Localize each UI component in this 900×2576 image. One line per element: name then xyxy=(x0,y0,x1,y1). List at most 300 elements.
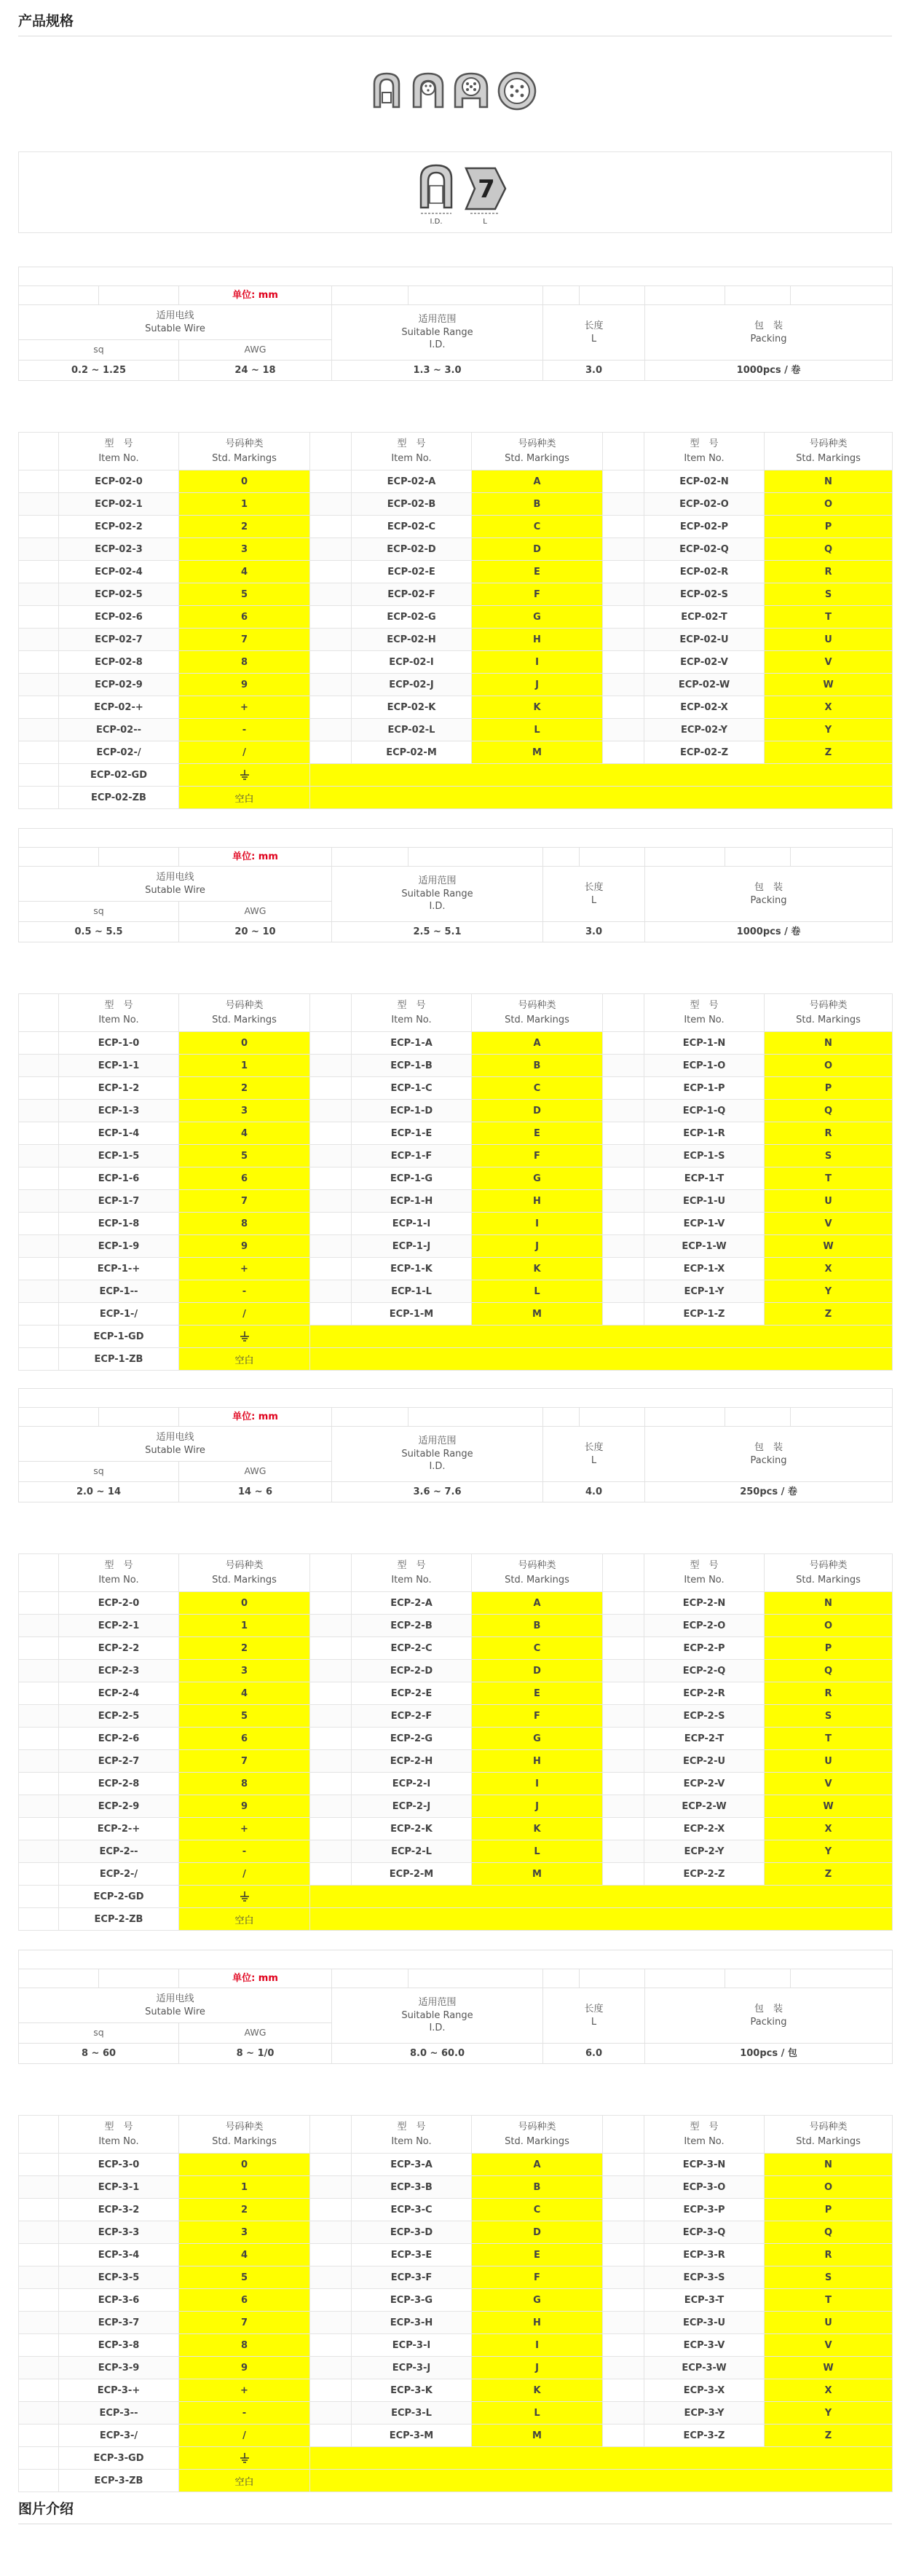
awg-header: AWG xyxy=(179,2023,332,2044)
item-no-cell: ECP-2-H xyxy=(352,1750,472,1773)
marking-cell: 5 xyxy=(179,1145,310,1167)
item-no-cell: ECP-1-P xyxy=(644,1077,765,1100)
marking-cell: 6 xyxy=(179,2289,310,2312)
item-no-cell: ECP-2-0 xyxy=(59,1592,179,1615)
spacer-cell xyxy=(19,1637,59,1660)
marker-medium-icon xyxy=(410,71,446,111)
table-row xyxy=(19,2425,893,2447)
spacer-cell xyxy=(310,741,352,764)
spacer-cell xyxy=(19,1167,59,1190)
marking-cell: 3 xyxy=(179,538,310,561)
marking-cell: J xyxy=(472,2357,603,2379)
item-no-header xyxy=(352,433,472,470)
label-l: L xyxy=(483,218,487,226)
header-en: Std. Markings xyxy=(796,2135,861,2147)
spacer-cell xyxy=(310,719,352,741)
marking-cell: 0 xyxy=(179,2154,310,2176)
marking-cell: D xyxy=(472,538,603,561)
unit-row xyxy=(19,286,893,305)
item-no-cell: ECP-02-A xyxy=(352,470,472,493)
section-title: 产品规格 xyxy=(18,13,74,29)
header-en: Std. Markings xyxy=(212,2135,277,2147)
length-value: 6.0 xyxy=(543,2044,645,2064)
range-header xyxy=(332,867,543,922)
marking-cell: 2 xyxy=(179,516,310,538)
marking-cell: X xyxy=(765,2379,893,2402)
header-cn: 包 装 xyxy=(754,2003,783,2014)
spacer-cell xyxy=(310,1615,352,1637)
filler-cell xyxy=(310,787,893,809)
item-no-cell: ECP-1-W xyxy=(644,1235,765,1258)
item-no-cell: ECP-1-V xyxy=(644,1213,765,1235)
item-no-cell: ECP-2-D xyxy=(352,1660,472,1682)
item-no-cell: ECP-3-A xyxy=(352,2154,472,2176)
ground-marking-cell xyxy=(179,1886,310,1908)
item-no-cell: ECP-3-P xyxy=(644,2199,765,2221)
spacer-cell xyxy=(19,2402,59,2425)
spacer-cell xyxy=(603,1773,644,1795)
table-row xyxy=(19,629,893,651)
marking-cell: B xyxy=(472,2176,603,2199)
spacer-cell xyxy=(310,1728,352,1750)
item-no-cell: ECP-1-+ xyxy=(59,1258,179,1280)
item-no-cell: ECP-2-4 xyxy=(59,1682,179,1705)
header-cn: 适用电线 xyxy=(156,871,194,883)
spec-blank-row xyxy=(19,1950,893,1969)
spacer-cell xyxy=(19,994,59,1032)
spec-table-ecp-2 xyxy=(18,1388,893,1502)
table-row-zb xyxy=(19,1348,893,1371)
length-value: 3.0 xyxy=(543,922,645,942)
marking-cell: 9 xyxy=(179,1235,310,1258)
spacer-cell xyxy=(310,2289,352,2312)
marking-cell: 8 xyxy=(179,651,310,674)
item-no-cell: ECP-3-U xyxy=(644,2312,765,2334)
item-no-cell: ECP-2-M xyxy=(352,1863,472,1886)
marking-cell: V xyxy=(765,1213,893,1235)
item-no-cell: ECP-3-3 xyxy=(59,2221,179,2244)
spacer-cell xyxy=(19,2470,59,2492)
marking-cell: Z xyxy=(765,1303,893,1326)
item-no-cell: ECP-02-K xyxy=(352,696,472,719)
range-header xyxy=(332,1427,543,1482)
table-row xyxy=(19,583,893,606)
spacer-cell xyxy=(19,1258,59,1280)
spacer-cell xyxy=(603,1728,644,1750)
header-cn: 包 装 xyxy=(754,320,783,331)
item-no-cell: ECP-3-GD xyxy=(59,2447,179,2470)
sq-header: sq xyxy=(19,902,179,922)
spec-value-row xyxy=(19,361,893,381)
marking-cell: P xyxy=(765,516,893,538)
item-no-cell: ECP-02-GD xyxy=(59,764,179,787)
spacer-cell xyxy=(310,2357,352,2379)
item-no-header xyxy=(59,433,179,470)
marking-cell: 4 xyxy=(179,2244,310,2266)
marking-cell: / xyxy=(179,1863,310,1886)
spacer-cell xyxy=(310,1145,352,1167)
item-no-cell: ECP-2-7 xyxy=(59,1750,179,1773)
unit-label: 单位: mm xyxy=(179,1408,332,1427)
header-en: Suitable Range xyxy=(401,2009,473,2021)
spacer-cell xyxy=(310,1100,352,1122)
spacer-cell xyxy=(603,1280,644,1303)
header-cn: 适用范围 xyxy=(418,314,457,326)
spacer-cell xyxy=(603,1682,644,1705)
markings-table-ecp-3 xyxy=(18,2115,893,2492)
ground-marking-cell xyxy=(179,2447,310,2470)
marking-cell: Q xyxy=(765,538,893,561)
marking-cell: J xyxy=(472,1795,603,1818)
marking-cell: Z xyxy=(765,1863,893,1886)
item-no-cell: ECP-3-N xyxy=(644,2154,765,2176)
marking-cell: P xyxy=(765,2199,893,2221)
spacer-cell xyxy=(19,741,59,764)
marking-cell: G xyxy=(472,1167,603,1190)
table-row xyxy=(19,2221,893,2244)
unit-row-cell xyxy=(645,1408,725,1427)
marking-cell: M xyxy=(472,1863,603,1886)
table-row-zb xyxy=(19,787,893,809)
marking-cell: B xyxy=(472,493,603,516)
spacer-cell xyxy=(19,538,59,561)
marking-cell: N xyxy=(765,1032,893,1055)
spacer-cell xyxy=(310,2221,352,2244)
header-cn: 号码种类 xyxy=(809,1560,848,1571)
item-no-cell: ECP-02-/ xyxy=(59,741,179,764)
header-cn: 型 号 xyxy=(397,438,426,449)
header-en: Std. Markings xyxy=(505,2135,569,2147)
marking-cell: O xyxy=(765,2176,893,2199)
spacer-cell xyxy=(603,2334,644,2357)
header-en: Packing xyxy=(750,2016,787,2028)
table-row xyxy=(19,1773,893,1795)
spacer-cell xyxy=(603,493,644,516)
header-en: Std. Markings xyxy=(212,1014,277,1025)
item-no-cell: ECP-02-M xyxy=(352,741,472,764)
wire-header xyxy=(19,867,332,902)
header-cn: 适用范围 xyxy=(418,1435,457,1447)
marking-cell: G xyxy=(472,2289,603,2312)
header-cn: 号码种类 xyxy=(225,1560,264,1571)
spacer-cell xyxy=(603,1167,644,1190)
header-cn: 适用范围 xyxy=(418,1997,457,2009)
wire-header xyxy=(19,305,332,340)
spacer-cell xyxy=(19,1863,59,1886)
spacer-cell xyxy=(310,516,352,538)
marking-cell: 9 xyxy=(179,674,310,696)
spec-header-row xyxy=(19,1427,893,1462)
spacer-cell xyxy=(19,719,59,741)
spacer-cell xyxy=(19,1818,59,1840)
marking-cell: 4 xyxy=(179,1682,310,1705)
awg-value: 14 ~ 6 xyxy=(179,1482,332,1502)
marking-cell: U xyxy=(765,1750,893,1773)
unit-row-cell xyxy=(99,848,179,867)
marking-cell: 7 xyxy=(179,1750,310,1773)
spacer-cell xyxy=(310,583,352,606)
table-row-gd xyxy=(19,2447,893,2470)
item-no-cell: ECP-02-X xyxy=(644,696,765,719)
item-no-cell: ECP-1-7 xyxy=(59,1190,179,1213)
marking-cell: X xyxy=(765,1818,893,1840)
std-markings-header xyxy=(472,1554,603,1592)
marking-cell: S xyxy=(765,2266,893,2289)
spacer-cell xyxy=(603,2379,644,2402)
header-cn: 号码种类 xyxy=(518,438,556,449)
header-cn: 型 号 xyxy=(104,438,133,449)
awg-header: AWG xyxy=(179,902,332,922)
spacer-cell xyxy=(19,1348,59,1371)
table-row xyxy=(19,1705,893,1728)
header-en: Sutable Wire xyxy=(145,2006,205,2017)
spacer-cell xyxy=(19,2334,59,2357)
spacer-cell xyxy=(19,583,59,606)
spacer-cell xyxy=(310,2116,352,2154)
table-row xyxy=(19,1637,893,1660)
item-no-cell: ECP-2-T xyxy=(644,1728,765,1750)
unit-row-cell xyxy=(408,1408,543,1427)
header-en: L xyxy=(591,1454,597,1466)
sq-value: 2.0 ~ 14 xyxy=(19,1482,179,1502)
marking-cell: K xyxy=(472,2379,603,2402)
marking-cell: R xyxy=(765,561,893,583)
header-en: Std. Markings xyxy=(505,452,569,464)
item-no-cell: ECP-3-G xyxy=(352,2289,472,2312)
marking-cell: D xyxy=(472,2221,603,2244)
marking-cell: 4 xyxy=(179,1122,310,1145)
item-no-cell: ECP-1-B xyxy=(352,1055,472,1077)
item-no-cell: ECP-02-L xyxy=(352,719,472,741)
table-row xyxy=(19,538,893,561)
spacer-cell xyxy=(310,1840,352,1863)
spacer-cell xyxy=(310,629,352,651)
spacer-cell xyxy=(19,2289,59,2312)
spacer-cell xyxy=(19,2379,59,2402)
item-no-cell: ECP-2-L xyxy=(352,1840,472,1863)
table-row xyxy=(19,696,893,719)
spacer-cell xyxy=(310,1077,352,1100)
marking-cell: K xyxy=(472,696,603,719)
markings-header-row xyxy=(19,433,893,470)
marking-cell: O xyxy=(765,493,893,516)
spec-header-row xyxy=(19,1988,893,2023)
item-no-cell: ECP-3-8 xyxy=(59,2334,179,2357)
marker-xlarge-icon xyxy=(497,71,537,111)
marking-cell: I xyxy=(472,1213,603,1235)
table-row xyxy=(19,1122,893,1145)
spacer-cell xyxy=(603,674,644,696)
marking-cell: C xyxy=(472,1637,603,1660)
spacer-cell xyxy=(310,1122,352,1145)
spacer-cell xyxy=(310,1055,352,1077)
table-row xyxy=(19,1818,893,1840)
marking-cell: 3 xyxy=(179,2221,310,2244)
header-cn: 型 号 xyxy=(690,1000,719,1011)
ground-marking-cell xyxy=(179,764,310,787)
marking-cell: 7 xyxy=(179,2312,310,2334)
marking-cell: D xyxy=(472,1100,603,1122)
spacer-cell xyxy=(603,2116,644,2154)
header-en: Std. Markings xyxy=(505,1014,569,1025)
spacer-cell xyxy=(310,674,352,696)
item-no-cell: ECP-2-9 xyxy=(59,1795,179,1818)
std-markings-header xyxy=(765,433,893,470)
spacer-cell xyxy=(310,2176,352,2199)
header-en: Suitable Range xyxy=(401,888,473,899)
spacer-cell xyxy=(310,1705,352,1728)
item-no-cell: ECP-3-M xyxy=(352,2425,472,2447)
spec-header-row xyxy=(19,305,893,340)
spacer-cell xyxy=(603,994,644,1032)
sq-value: 8 ~ 60 xyxy=(19,2044,179,2064)
table-row xyxy=(19,2266,893,2289)
spacer-cell xyxy=(19,561,59,583)
std-markings-header xyxy=(179,1554,310,1592)
section-header-pictures xyxy=(18,2498,892,2524)
item-no-header xyxy=(644,994,765,1032)
item-no-cell: ECP-2-A xyxy=(352,1592,472,1615)
marking-cell: 9 xyxy=(179,1795,310,1818)
marking-cell: - xyxy=(179,719,310,741)
unit-row-cell xyxy=(408,848,543,867)
item-no-cell: ECP-3-R xyxy=(644,2244,765,2266)
std-markings-header xyxy=(472,433,603,470)
marking-cell: W xyxy=(765,2357,893,2379)
std-markings-header xyxy=(179,994,310,1032)
unit-row-cell xyxy=(99,1969,179,1988)
spacer-cell xyxy=(19,1213,59,1235)
marking-cell: 6 xyxy=(179,1728,310,1750)
item-no-cell: ECP-3-7 xyxy=(59,2312,179,2334)
unit-row-cell xyxy=(543,1408,580,1427)
header-en: Item No. xyxy=(684,452,725,464)
spacer-cell xyxy=(310,2199,352,2221)
spacer-cell xyxy=(310,1795,352,1818)
spacer-cell xyxy=(603,1235,644,1258)
item-no-cell: ECP-2-B xyxy=(352,1615,472,1637)
marking-cell: G xyxy=(472,1728,603,1750)
header-en: Std. Markings xyxy=(212,1574,277,1586)
spacer-cell xyxy=(310,470,352,493)
item-no-cell: ECP-1-G xyxy=(352,1167,472,1190)
unit-row-cell xyxy=(408,286,543,305)
marking-cell: T xyxy=(765,1728,893,1750)
marking-cell: / xyxy=(179,1303,310,1326)
marking-cell: F xyxy=(472,583,603,606)
filler-cell xyxy=(310,1326,893,1348)
marker-large-icon xyxy=(452,71,490,111)
marking-cell: 1 xyxy=(179,493,310,516)
spacer-cell xyxy=(310,1190,352,1213)
blank-marking-cell: 空白 xyxy=(179,787,310,809)
item-no-cell: ECP-1-5 xyxy=(59,1145,179,1167)
spacer-cell xyxy=(19,1032,59,1055)
unit-row xyxy=(19,1408,893,1427)
header-cn: 包 装 xyxy=(754,1441,783,1453)
header-cn: 号码种类 xyxy=(225,438,264,449)
spacer-cell xyxy=(19,1592,59,1615)
item-no-cell: ECP-02-V xyxy=(644,651,765,674)
spec-table-ecp-02 xyxy=(18,267,893,381)
spacer-cell xyxy=(310,2334,352,2357)
table-row xyxy=(19,1167,893,1190)
item-no-cell: ECP-2-2 xyxy=(59,1637,179,1660)
marking-cell: N xyxy=(765,470,893,493)
spacer-cell xyxy=(310,538,352,561)
header-en: Suitable Range xyxy=(401,1448,473,1460)
std-markings-header xyxy=(472,994,603,1032)
header-cn: 号码种类 xyxy=(518,1000,556,1011)
spacer-cell xyxy=(603,2199,644,2221)
table-row xyxy=(19,1077,893,1100)
item-no-cell: ECP-2-/ xyxy=(59,1863,179,1886)
marking-cell: 1 xyxy=(179,2176,310,2199)
length-value: 4.0 xyxy=(543,1482,645,1502)
spacer-cell xyxy=(19,493,59,516)
item-no-cell: ECP-3-/ xyxy=(59,2425,179,2447)
spacer-cell xyxy=(19,516,59,538)
spec-value-row xyxy=(19,2044,893,2064)
markings-header-row xyxy=(19,1554,893,1592)
spacer-cell xyxy=(310,1637,352,1660)
item-no-cell: ECP-02-N xyxy=(644,470,765,493)
marking-cell: T xyxy=(765,606,893,629)
item-no-cell: ECP-1-D xyxy=(352,1100,472,1122)
header-cn: 型 号 xyxy=(397,2122,426,2132)
spacer-cell xyxy=(19,2447,59,2470)
header-en: Std. Markings xyxy=(796,452,861,464)
marking-cell: B xyxy=(472,1055,603,1077)
marking-cell: Q xyxy=(765,1660,893,1682)
item-no-cell: ECP-3-Y xyxy=(644,2402,765,2425)
item-no-cell: ECP-1-X xyxy=(644,1258,765,1280)
length-header xyxy=(543,305,645,361)
blank-cell xyxy=(19,1389,893,1408)
spacer-cell xyxy=(19,2154,59,2176)
spacer-cell xyxy=(310,1258,352,1280)
item-no-cell: ECP-02-J xyxy=(352,674,472,696)
marking-cell: 3 xyxy=(179,1100,310,1122)
unit-row-cell xyxy=(99,286,179,305)
item-no-cell: ECP-3-C xyxy=(352,2199,472,2221)
item-no-cell: ECP-1-9 xyxy=(59,1235,179,1258)
std-markings-header xyxy=(765,994,893,1032)
header-en: Std. Markings xyxy=(505,1574,569,1586)
header-cn: 型 号 xyxy=(397,1560,426,1571)
ground-symbol-icon xyxy=(239,2452,250,2464)
awg-header: AWG xyxy=(179,340,332,361)
unit-row-cell xyxy=(543,286,580,305)
header-cn: 型 号 xyxy=(397,1000,426,1011)
item-no-cell: ECP-02-3 xyxy=(59,538,179,561)
item-no-cell: ECP-1-O xyxy=(644,1055,765,1077)
item-no-header xyxy=(644,1554,765,1592)
marking-cell: D xyxy=(472,1660,603,1682)
header-cn: 号码种类 xyxy=(809,1000,848,1011)
spacer-cell xyxy=(19,1705,59,1728)
item-no-cell: ECP-2-Q xyxy=(644,1660,765,1682)
unit-row-cell xyxy=(580,848,645,867)
marking-cell: K xyxy=(472,1258,603,1280)
item-no-cell: ECP-3-W xyxy=(644,2357,765,2379)
unit-row-cell xyxy=(725,1408,791,1427)
spacer-cell xyxy=(310,561,352,583)
item-no-cell: ECP-3-6 xyxy=(59,2289,179,2312)
item-no-cell: ECP-2-G xyxy=(352,1728,472,1750)
item-no-cell: ECP-2-5 xyxy=(59,1705,179,1728)
item-no-cell: ECP-1-H xyxy=(352,1190,472,1213)
